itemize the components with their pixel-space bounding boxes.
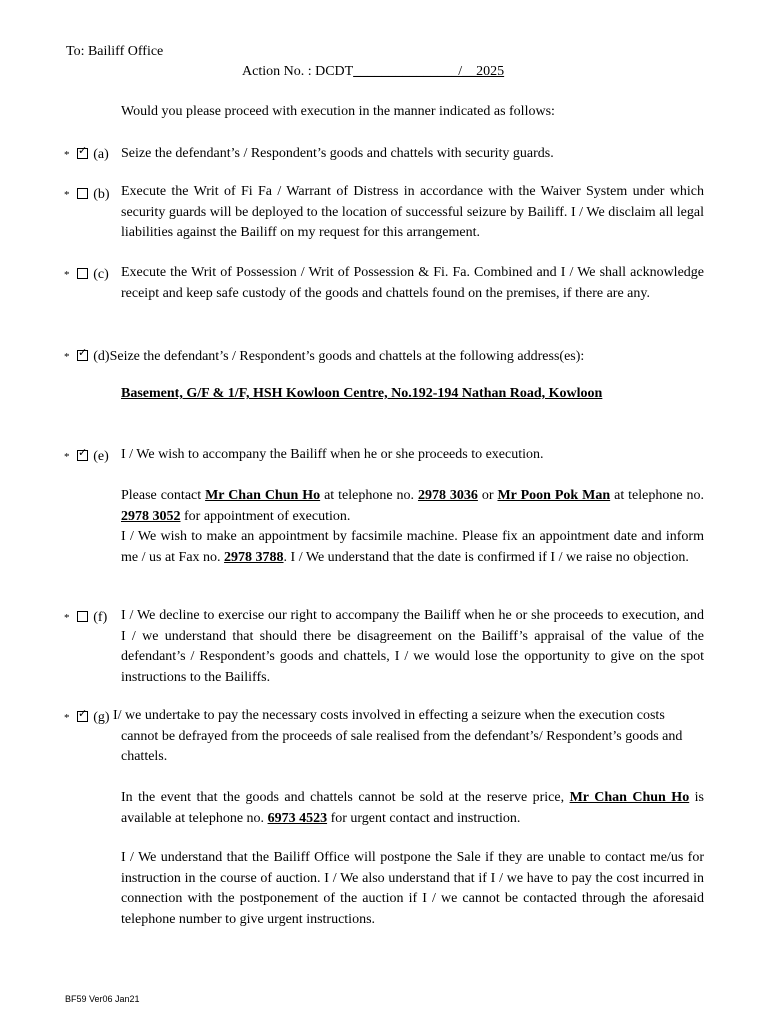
option-g-checkbox[interactable] (77, 711, 88, 722)
contact-name-2: Mr Poon Pok Man (497, 488, 611, 503)
contact-tel-2: 2978 3052 (121, 508, 181, 524)
option-b-text: Execute the Writ of Fi Fa / Warrant of Distress in accordance with the Waiver System under which security guards will be deployed to the location of successful seizure by Bailiff. I / We disclaim all legal liabilities against the Bailiff on my request for this arrangement. (121, 184, 704, 240)
option-c-text: Execute the Writ of Possession / Writ of Possession & Fi. Fa. Combined and I / We shall acknowledge receipt and keep safe custody of the goods and chattels found on the premises, if there are any. (121, 265, 704, 301)
option-a-checkbox[interactable] (77, 148, 88, 159)
action-number (242, 64, 504, 80)
option-a-marker: *✓ (a) (64, 146, 109, 163)
fax-number: 2978 3788 (224, 549, 284, 565)
option-f-marker: * (f) (64, 610, 108, 625)
contact-tel-1: 2978 3036 (417, 488, 478, 503)
form-version: BF59 Ver06 Jan21 (65, 994, 140, 1004)
option-g-text: I/ we undertake to pay the necessary costs involved in effecting a seizure when the execution costs cannot be defrayed from the proceeds of sale realised from the defendant’s/ Respondent’s goods and chattels. (113, 708, 683, 764)
option-b-checkbox[interactable] (77, 188, 88, 199)
contact-paragraph: Please contact Mr Chan Chun Ho at telephone no. 2978 3036 or Mr Poon Pok Man at telephone no. 2978 3052 for appointment of execution. (121, 488, 705, 524)
option-f-text: I / We decline to exercise our right to accompany the Bailiff when he or she proceeds to execution, and I / we understand that should there be disagreement on the Bailiff’s appraisal of the value of the defendant’s / Respondent’s goods and chattels, I / we would lose the opportunity to give on the spot instructions to the Bailiffs. (121, 608, 704, 685)
action-prefix: Action No. : DCDT (242, 64, 354, 79)
option-b-marker: * (b) (64, 187, 110, 202)
option-d-text: Seize the defendant’s / Respondent’s goods and chattels at the following address(es): (109, 349, 585, 364)
option-e-checkbox[interactable] (77, 450, 88, 461)
addressee: To: Bailiff Office (66, 44, 164, 59)
action-number-blank[interactable]: _______________/__2025 (353, 64, 505, 79)
option-f-checkbox[interactable] (77, 611, 88, 622)
option-e-text: I / We wish to accompany the Bailiff when he or she proceeds to execution. (121, 447, 544, 462)
seizure-address: Basement, G/F & 1/F, HSH Kowloon Centre, No.192-194 Nathan Road, Kowloon (121, 386, 603, 401)
contact-name-1: Mr Chan Chun Ho (205, 488, 321, 503)
option-c-marker: * (c) (64, 267, 109, 282)
option-d-marker: *✓ (d)Seize the defendant’s / Respondent’s goods and chattels at the following address(es): (64, 348, 584, 365)
option-c-checkbox[interactable] (77, 268, 88, 279)
reserve-contact-tel: 6973 4523 (267, 810, 328, 826)
option-a-text: Seize the defendant’s / Respondent’s goods and chattels with security guards. (121, 146, 554, 161)
option-g-marker: *✓ (g) (64, 709, 110, 726)
option-d-checkbox[interactable] (77, 350, 88, 361)
fax-paragraph: I / We wish to make an appointment by facsimile machine. Please fix an appointment date and inform me / us at Fax no. 2978 3788. I / We understand that the date is confirmed if I / we raise no objection. (121, 529, 704, 565)
postpone-paragraph: I / We understand that the Bailiff Office will postpone the Sale if they are unable to contact me/us for instruction in the course of auction. I / We also understand that if I / we have to pay the cost incurred in connection with the postponement of the auction if I / we cannot be contacted through the aforesaid telephone number to give urgent instructions. (121, 850, 704, 927)
option-e-marker: *✓ (e) (64, 448, 109, 465)
reserve-paragraph: In the event that the goods and chattels cannot be sold at the reserve price, Mr Chan Chun Ho is available at telephone no. 6973 4523 for urgent contact and instruction. (121, 790, 705, 826)
reserve-contact-name: Mr Chan Chun Ho (569, 790, 690, 805)
intro-text: Would you please proceed with execution in the manner indicated as follows: (121, 104, 555, 119)
